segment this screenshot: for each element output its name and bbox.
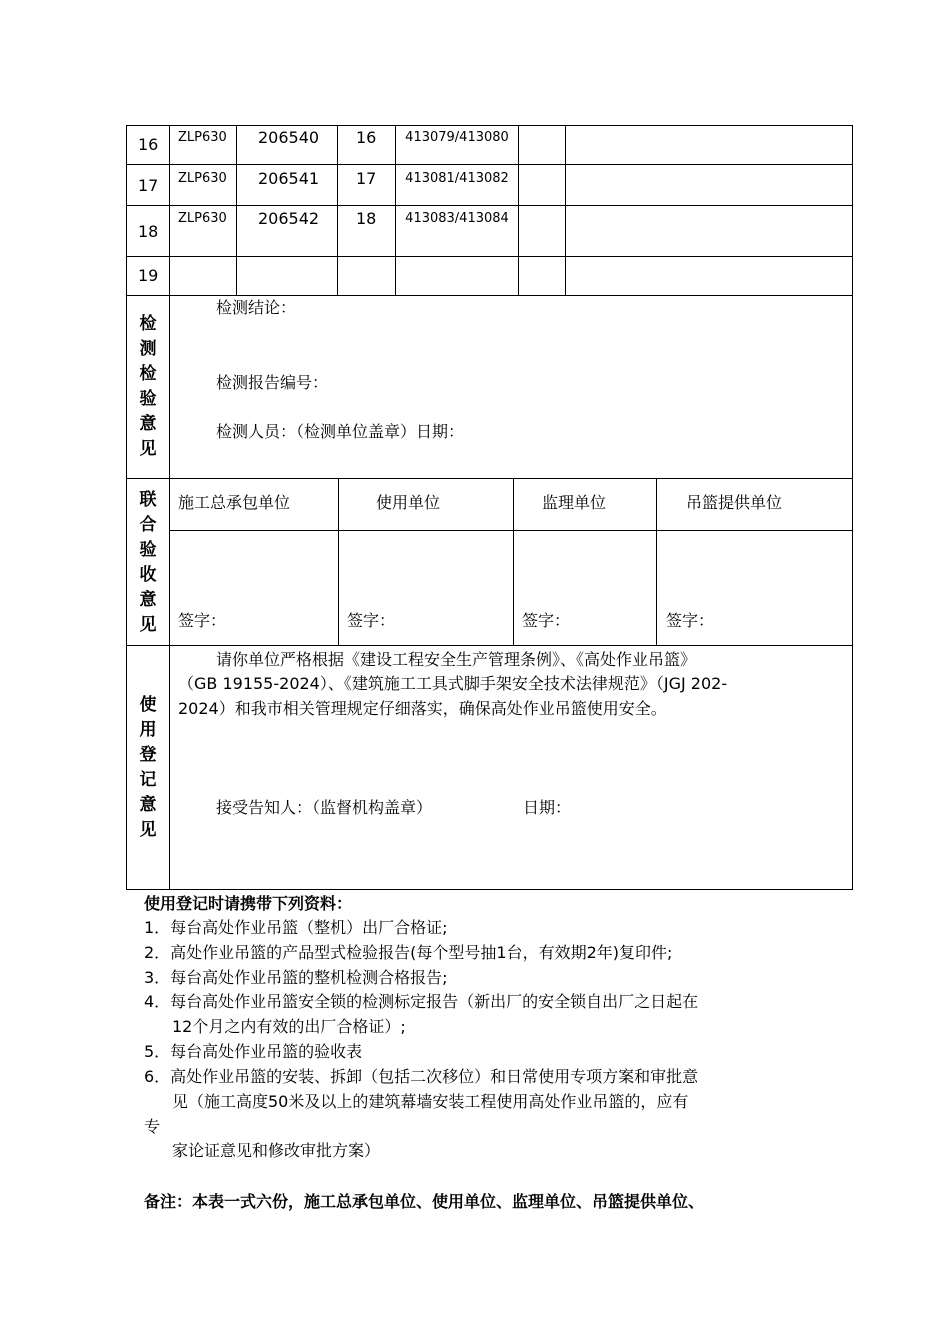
sign-label: 签字： [666, 611, 715, 630]
materials-item: 见（施工高度50米及以上的建筑幕墙安装工程使用高处作业吊篮的，应有 [172, 1092, 689, 1111]
materials-item: 1．每台高处作业吊篮（整机）出厂合格证; [144, 918, 448, 937]
sign-label: 签字： [347, 611, 396, 630]
inspection-label: 检 测 检 验 意 见 [139, 314, 157, 459]
seq-cell: 16 [356, 128, 377, 147]
model-cell: ZLP630 [178, 211, 227, 226]
seq-cell: 17 [356, 169, 377, 188]
materials-item: 3．每台高处作业吊篮的整机检测合格报告; [144, 968, 448, 987]
inspection-inspector: 检测人员：（检测单位盖章）日期： [216, 422, 465, 441]
lock-cell: 413079/413080 [405, 130, 509, 145]
sign-label: 签字： [178, 611, 227, 630]
unit-user: 使用单位 [376, 493, 441, 512]
unit-contractor: 施工总承包单位 [178, 493, 291, 512]
inspection-report-no: 检测报告编号： [216, 373, 329, 392]
lock-cell: 413081/413082 [405, 171, 509, 186]
code-cell: 206540 [258, 128, 320, 147]
row-number: 17 [138, 176, 159, 195]
model-cell: ZLP630 [178, 171, 227, 186]
row-number: 18 [138, 222, 159, 241]
code-cell: 206542 [258, 209, 320, 228]
unit-provider: 吊篮提供单位 [686, 493, 783, 512]
materials-item: 4．每台高处作业吊篮安全锁的检测标定报告（新出厂的安全锁自出厂之日起在 [144, 992, 699, 1011]
sign-label: 签字： [522, 611, 571, 630]
registration-line: 2024）和我市相关管理规定仔细落实，确保高处作业吊篮使用安全。 [178, 699, 667, 718]
materials-heading: 使用登记时请携带下列资料： [144, 894, 353, 913]
registration-notifier: 接受告知人：（监督机构盖章） [216, 798, 433, 817]
materials-item: 专 [144, 1117, 161, 1136]
unit-supervisor: 监理单位 [542, 493, 607, 512]
materials-item: 5．每台高处作业吊篮的验收表 [144, 1042, 363, 1061]
row-number: 19 [138, 266, 159, 285]
note: 备注：本表一式六份，施工总承包单位、使用单位、监理单位、吊篮提供单位、 [144, 1192, 705, 1211]
registration-line: 请你单位严格根据《建设工程安全生产管理条例》、《高处作业吊篮》 [216, 650, 697, 669]
model-cell: ZLP630 [178, 130, 227, 145]
materials-item: 家论证意见和修改审批方案） [172, 1141, 381, 1160]
lock-cell: 413083/413084 [405, 211, 509, 226]
registration-line: （GB 19155-2024）、《建筑施工工具式脚手架安全技术法律规范》（JGJ 202- [178, 674, 728, 693]
code-cell: 206541 [258, 169, 320, 188]
joint-acceptance-label: 联 合 验 收 意 见 [139, 490, 157, 635]
inspection-conclusion: 检测结论： [216, 298, 297, 317]
row-number: 16 [138, 135, 159, 154]
materials-item: 6．高处作业吊篮的安装、拆卸（包括二次移位）和日常使用专项方案和审批意 [144, 1067, 699, 1086]
materials-item: 2．高处作业吊篮的产品型式检验报告(每个型号抽1台，有效期2年)复印件; [144, 943, 673, 962]
registration-label: 使 用 登 记 意 见 [139, 695, 157, 840]
registration-date: 日期： [523, 798, 572, 817]
materials-item: 12个月之内有效的出厂合格证）; [172, 1017, 406, 1036]
seq-cell: 18 [356, 209, 377, 228]
